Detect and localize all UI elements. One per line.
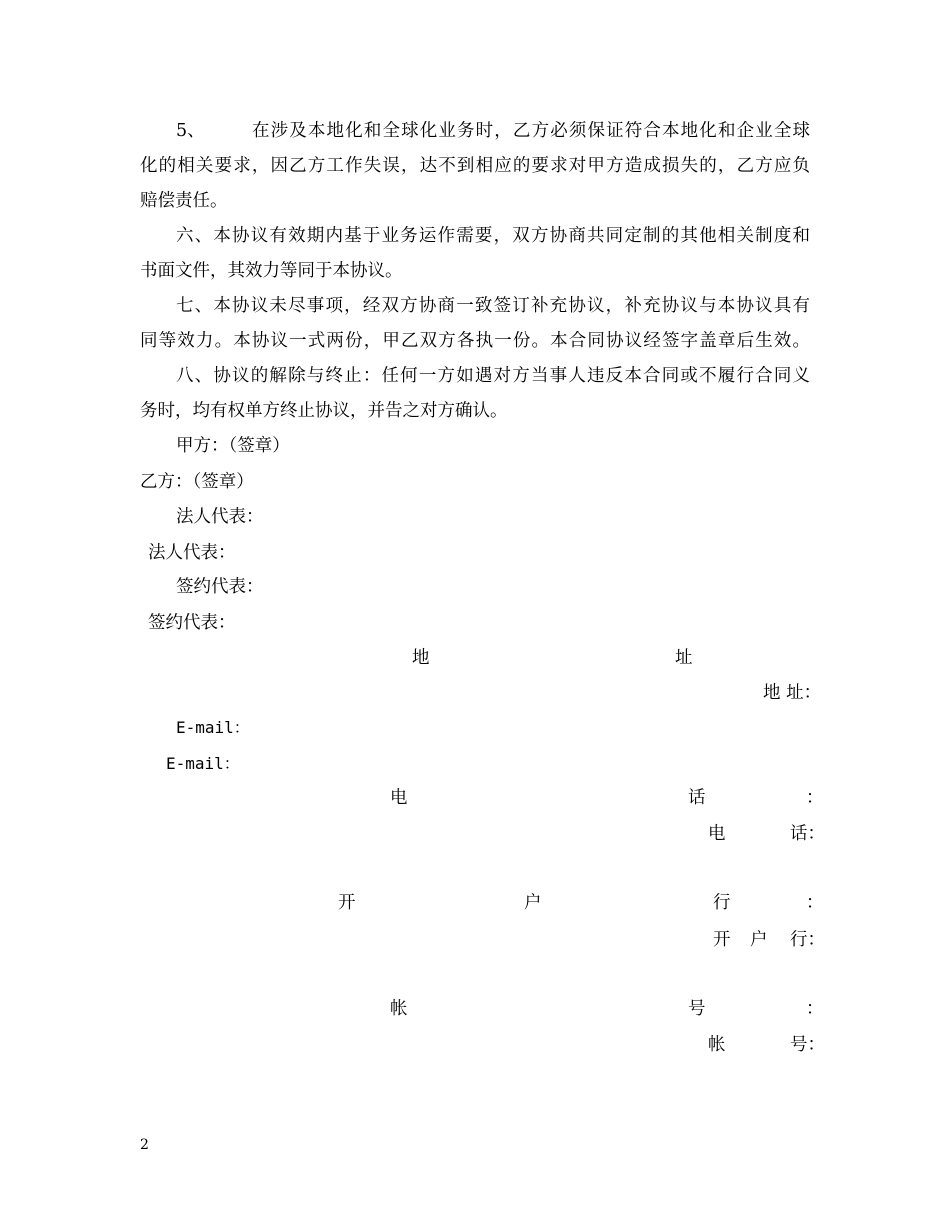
clause-8-line-2: 务时，均有权单方终止协议，并告之对方确认。: [140, 401, 508, 421]
party-b-account-label-1: 帐: [708, 1035, 726, 1055]
party-a-bank-label-3: 行: [713, 893, 731, 913]
party-a-bank-label-4: ：: [806, 893, 824, 913]
party-a-bank-label-1: 开: [338, 893, 356, 913]
party-a-signing-rep: 签约代表：: [176, 577, 264, 597]
party-b-account-label-2: 号：: [790, 1035, 825, 1055]
party-b-address-label: 地 址：: [763, 683, 822, 703]
page-number: 2: [140, 1137, 149, 1153]
party-a-account-label-3: ：: [806, 999, 824, 1019]
party-a-address-label-2: 址: [675, 648, 693, 668]
party-a-email-label: E-mail：: [176, 718, 250, 737]
clause-7-line-1: 七、本协议未尽事项，经双方协商一致签订补充协议，补充协议与本协议具有: [176, 296, 810, 316]
party-a-legal-rep: 法人代表：: [176, 507, 264, 527]
party-b-signing-rep: 签约代表：: [148, 613, 236, 633]
clause-5-line-1: 在涉及本地化和全球化业务时，乙方必须保证符合本地化和企业全球: [252, 121, 810, 141]
party-a-phone-label-1: 电: [390, 788, 408, 808]
party-b-bank-label-2: 户: [750, 930, 768, 950]
party-a-account-label-1: 帐: [390, 999, 408, 1019]
clause-7-line-2: 同等效力。本协议一式两份，甲乙双方各执一份。本合同协议经签字盖章后生效。: [140, 331, 810, 351]
party-a-phone-label-2: 话: [688, 788, 706, 808]
party-b-phone-label-2: 话：: [790, 824, 825, 844]
clause-8-line-1: 八、协议的解除与终止：任何一方如遇对方当事人违反本合同或不履行合同义: [176, 366, 810, 386]
party-b-phone-label-1: 电: [708, 824, 726, 844]
party-b-legal-rep: 法人代表：: [148, 543, 236, 563]
party-b-bank-label-3: 行：: [790, 930, 825, 950]
clause-5-line-2: 化的相关要求，因乙方工作失误，达不到相应的要求对甲方造成损失的，乙方应负: [140, 156, 810, 176]
clause-5-line-3: 赔偿责任。: [140, 191, 228, 211]
party-a-seal: 甲方：（签章）: [176, 436, 290, 456]
clause-5-number: 5、: [176, 121, 205, 141]
clause-6-line-1: 六、本协议有效期内基于业务运作需要，双方协商共同定制的其他相关制度和: [176, 226, 810, 246]
party-a-phone-label-3: ：: [806, 788, 824, 808]
party-a-bank-label-2: 户: [524, 893, 542, 913]
party-b-bank-label-1: 开: [713, 930, 731, 950]
party-a-address-label-1: 地: [412, 648, 430, 668]
party-b-seal: 乙方：（签章）: [140, 472, 254, 492]
party-a-account-label-2: 号: [688, 999, 706, 1019]
clause-6-line-2: 书面文件，其效力等同于本协议。: [140, 261, 403, 281]
party-b-email-label: E-mail：: [166, 754, 240, 773]
